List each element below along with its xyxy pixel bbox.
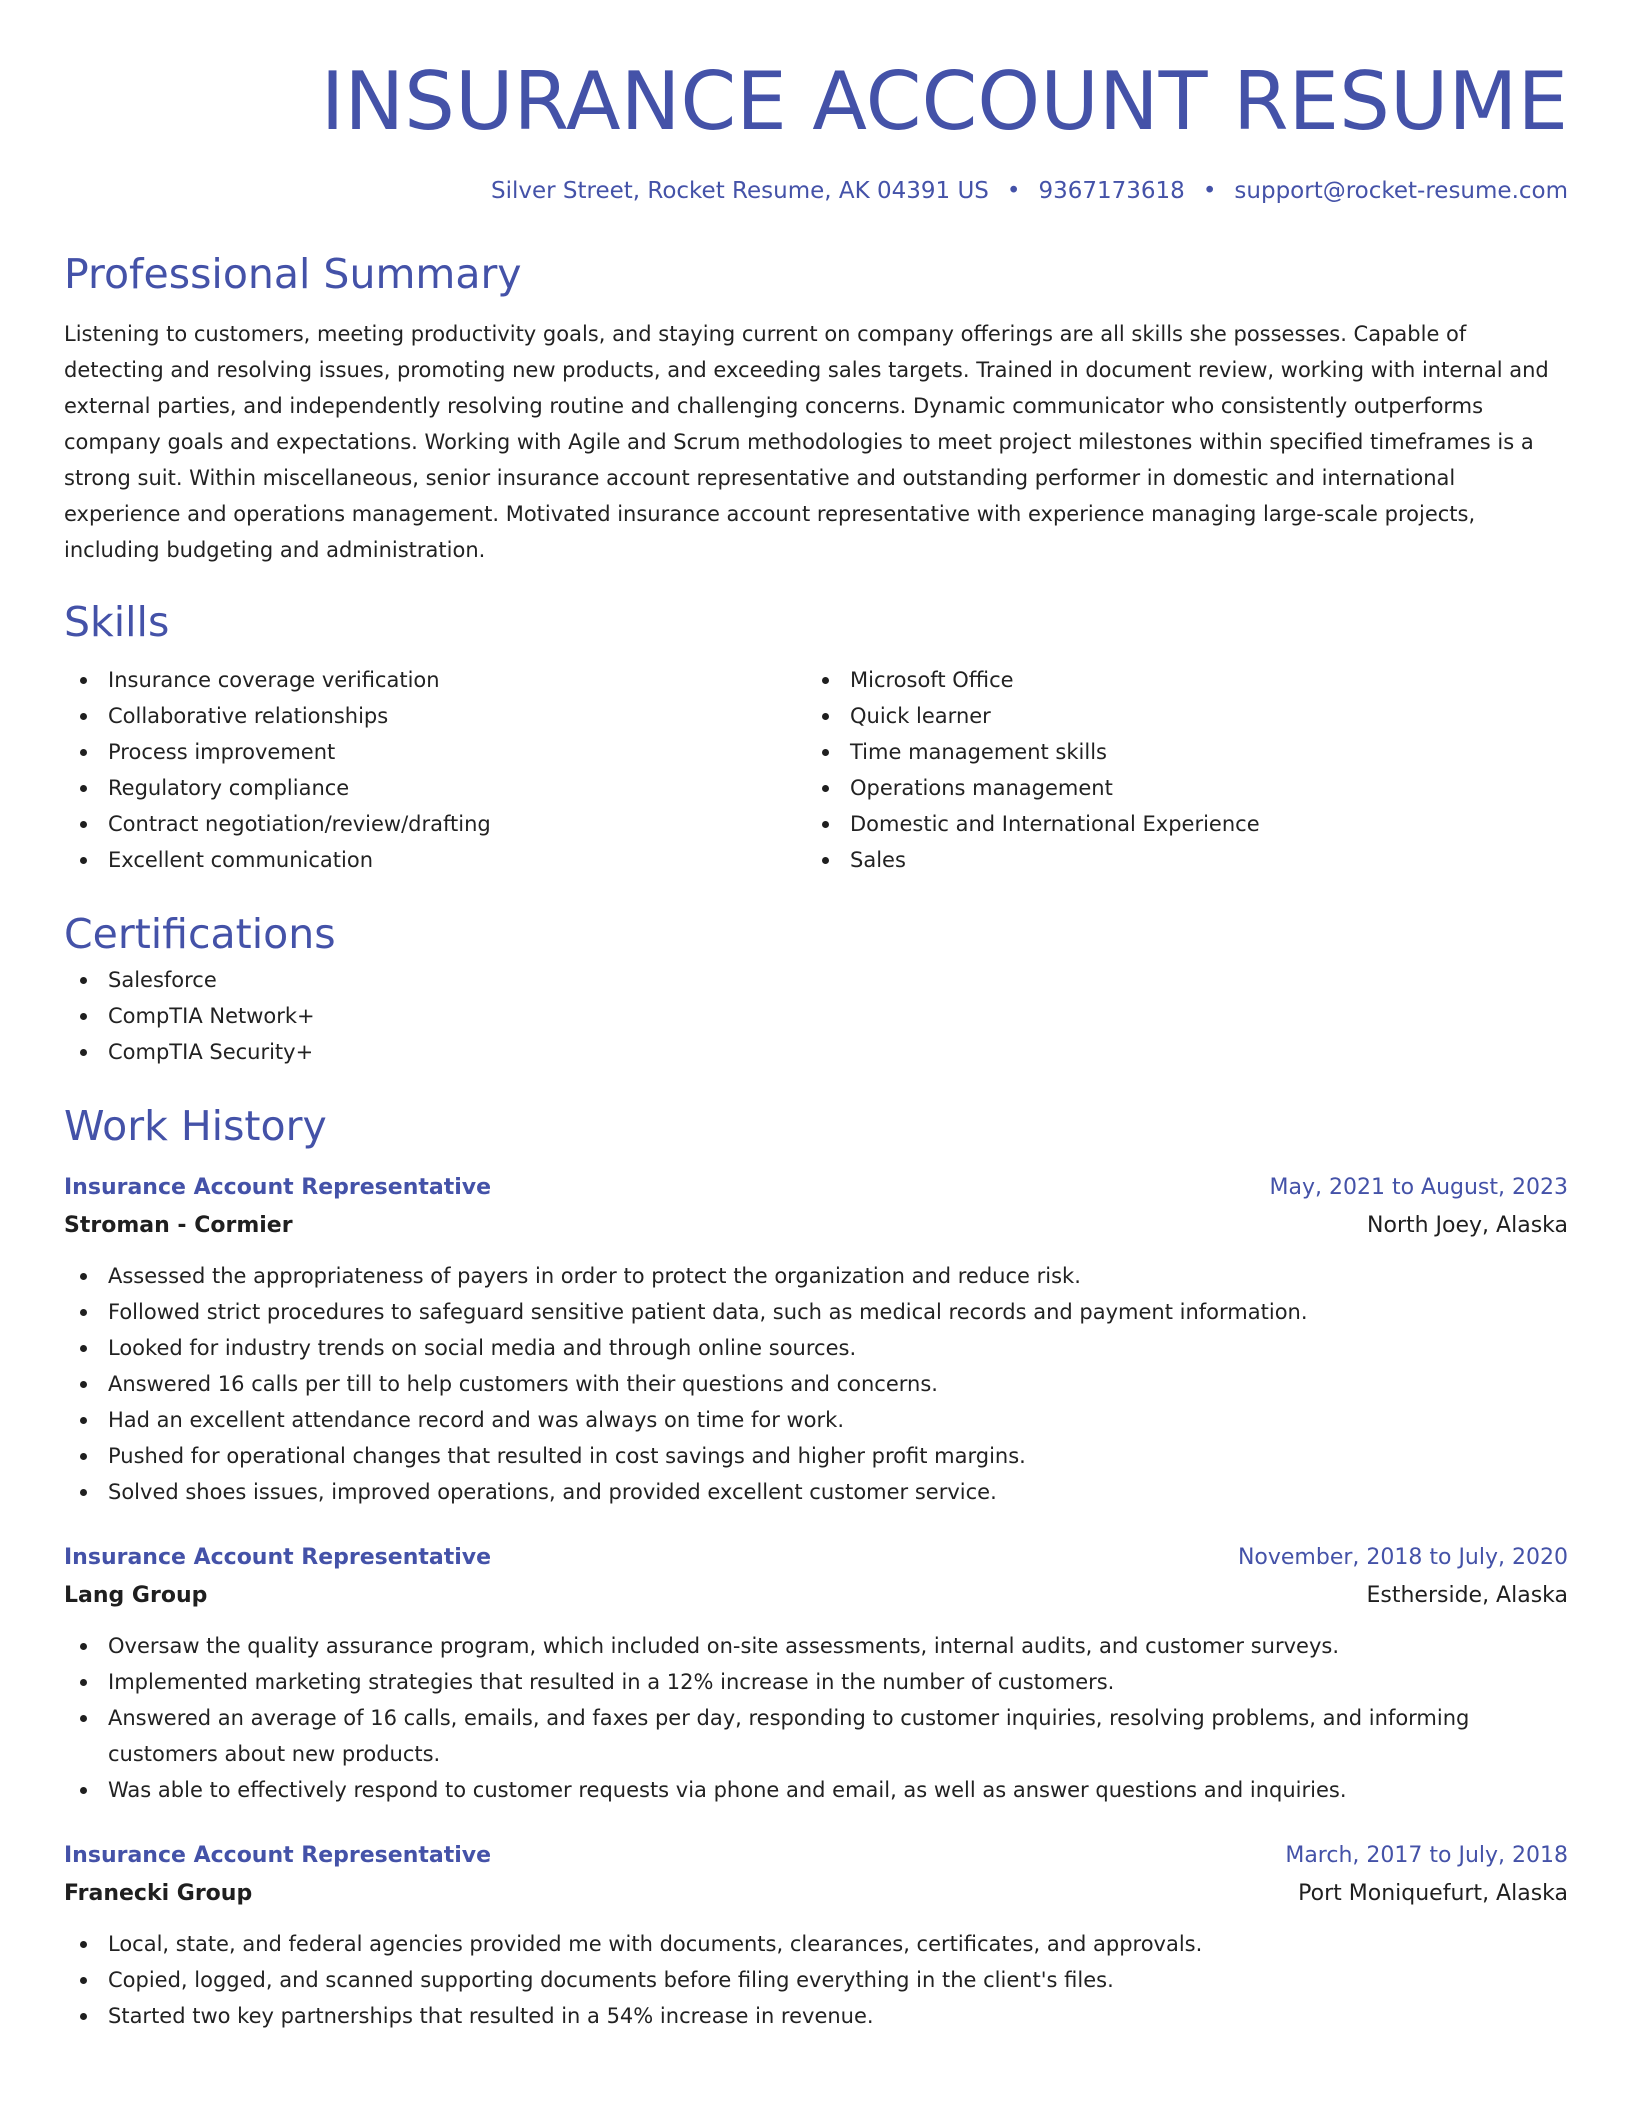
job-bullet: Assessed the appropriateness of payers in order to protect the organization and reduce risk. <box>64 1258 1568 1294</box>
certification-item: CompTIA Network+ <box>64 998 1568 1034</box>
skills-column-right <box>806 662 1548 878</box>
job-bullet: Was able to effectively respond to customer requests via phone and email, as well as answer questions and inquiries. <box>64 1772 1568 1808</box>
job-dates: November, 2018 to July, 2020 <box>1237 1545 1568 1570</box>
job-bullet: Started two key partnerships that resulted in a 54% increase in revenue. <box>64 1998 1568 2034</box>
job-bullet: Followed strict procedures to safeguard sensitive patient data, such as medical records and payment information. <box>64 1294 1568 1330</box>
section-title-skills: Skills <box>64 598 170 646</box>
skill-item: Insurance coverage verification <box>64 662 806 698</box>
contact-separator: • <box>1202 178 1217 204</box>
certification-item: CompTIA Security+ <box>64 1034 1568 1070</box>
job-bullet: Pushed for operational changes that resulted in cost savings and higher profit margins. <box>64 1438 1568 1474</box>
job-title: Insurance Account Representative <box>64 1545 492 1570</box>
job-company: Franecki Group <box>64 1881 253 1906</box>
job-location: Port Moniquefurt, Alaska <box>1298 1881 1568 1906</box>
skill-item: Time management skills <box>806 734 1548 770</box>
skills-column-left <box>64 662 806 878</box>
job-entry <box>64 1838 1568 2034</box>
skill-item: Sales <box>806 842 1548 878</box>
skill-item: Process improvement <box>64 734 806 770</box>
contact-address: Silver Street, Rocket Resume, AK 04391 US <box>490 178 989 204</box>
certifications-section <box>64 906 1568 1070</box>
job-bullet: Copied, logged, and scanned supporting documents before filing everything in the client's files. <box>64 1962 1568 1998</box>
skill-item: Operations management <box>806 770 1548 806</box>
job-bullets <box>64 1258 1568 1510</box>
skill-item: Regulatory compliance <box>64 770 806 806</box>
job-bullet: Had an excellent attendance record and was always on time for work. <box>64 1402 1568 1438</box>
job-bullet: Implemented marketing strategies that resulted in a 12% increase in the number of customers. <box>64 1664 1568 1700</box>
certifications-list <box>64 962 1568 1070</box>
resume-title: INSURANCE ACCOUNT RESUME <box>320 55 1568 148</box>
contact-phone: 9367173618 <box>1038 178 1185 204</box>
job-dates: March, 2017 to July, 2018 <box>1285 1843 1568 1868</box>
job-company-row <box>64 1874 1568 1914</box>
job-title: Insurance Account Representative <box>64 1843 492 1868</box>
job-company-row <box>64 1206 1568 1246</box>
certification-item: Salesforce <box>64 962 1568 998</box>
job-entry <box>64 1170 1568 1510</box>
job-entry <box>64 1540 1568 1808</box>
job-title: Insurance Account Representative <box>64 1175 492 1200</box>
job-company: Stroman - Cormier <box>64 1213 293 1238</box>
job-bullet: Oversaw the quality assurance program, which included on-site assessments, internal audits, and customer surveys. <box>64 1628 1568 1664</box>
skills-section <box>64 594 1568 878</box>
contact-email: support@rocket-resume.com <box>1234 178 1568 204</box>
job-header-row <box>64 1170 1568 1206</box>
job-location: North Joey, Alaska <box>1367 1213 1568 1238</box>
section-title-certifications: Certifications <box>64 910 336 958</box>
skill-item: Domestic and International Experience <box>806 806 1548 842</box>
skill-item: Contract negotiation/review/drafting <box>64 806 806 842</box>
summary-text: Listening to customers, meeting productivity goals, and staying current on company offerings are all skills she possesses. Capable of detecting and resolving issues, promoting new products, and exceeding sales targets. Trained in document review, working with internal and external parties, and independently resolving routine and challenging concerns. Dynamic communicator who consistently outperforms company goals and expectations. Working with Agile and Scrum methodologies to meet project milestones within specified timeframes is a strong suit. Within miscellaneous, senior insurance account representative and outstanding performer in domestic and international experience and operations management. Motivated insurance account representative with experience managing large-scale projects, including budgeting and administration. <box>64 322 1549 562</box>
job-bullet: Answered an average of 16 calls, emails, and faxes per day, responding to customer inquiries, resolving problems, and informing customers about new products. <box>64 1700 1568 1772</box>
professional-summary-section <box>64 246 1568 568</box>
job-location: Estherside, Alaska <box>1366 1583 1568 1608</box>
section-title-summary: Professional Summary <box>64 250 522 298</box>
contact-separator: • <box>1006 178 1021 204</box>
job-bullets <box>64 1926 1568 2034</box>
skill-item: Excellent communication <box>64 842 806 878</box>
job-bullet: Looked for industry trends on social media and through online sources. <box>64 1330 1568 1366</box>
skill-item: Collaborative relationships <box>64 698 806 734</box>
job-bullet: Answered 16 calls per till to help customers with their questions and concerns. <box>64 1366 1568 1402</box>
skill-item: Quick learner <box>806 698 1548 734</box>
skills-grid <box>64 662 1568 878</box>
skills-list-right <box>806 662 1548 878</box>
job-bullet: Solved shoes issues, improved operations, and provided excellent customer service. <box>64 1474 1568 1510</box>
contact-line <box>64 176 1568 206</box>
job-bullets <box>64 1628 1568 1808</box>
job-company-row <box>64 1576 1568 1616</box>
job-header-row <box>64 1540 1568 1576</box>
section-title-work-history: Work History <box>64 1102 327 1150</box>
job-header-row <box>64 1838 1568 1874</box>
job-bullet: Local, state, and federal agencies provided me with documents, clearances, certificates, and approvals. <box>64 1926 1568 1962</box>
resume-header <box>64 0 1568 206</box>
work-history-section <box>64 1098 1568 2034</box>
job-dates: May, 2021 to August, 2023 <box>1269 1175 1568 1200</box>
skills-list-left <box>64 662 806 878</box>
skill-item: Microsoft Office <box>806 662 1548 698</box>
job-company: Lang Group <box>64 1583 208 1608</box>
